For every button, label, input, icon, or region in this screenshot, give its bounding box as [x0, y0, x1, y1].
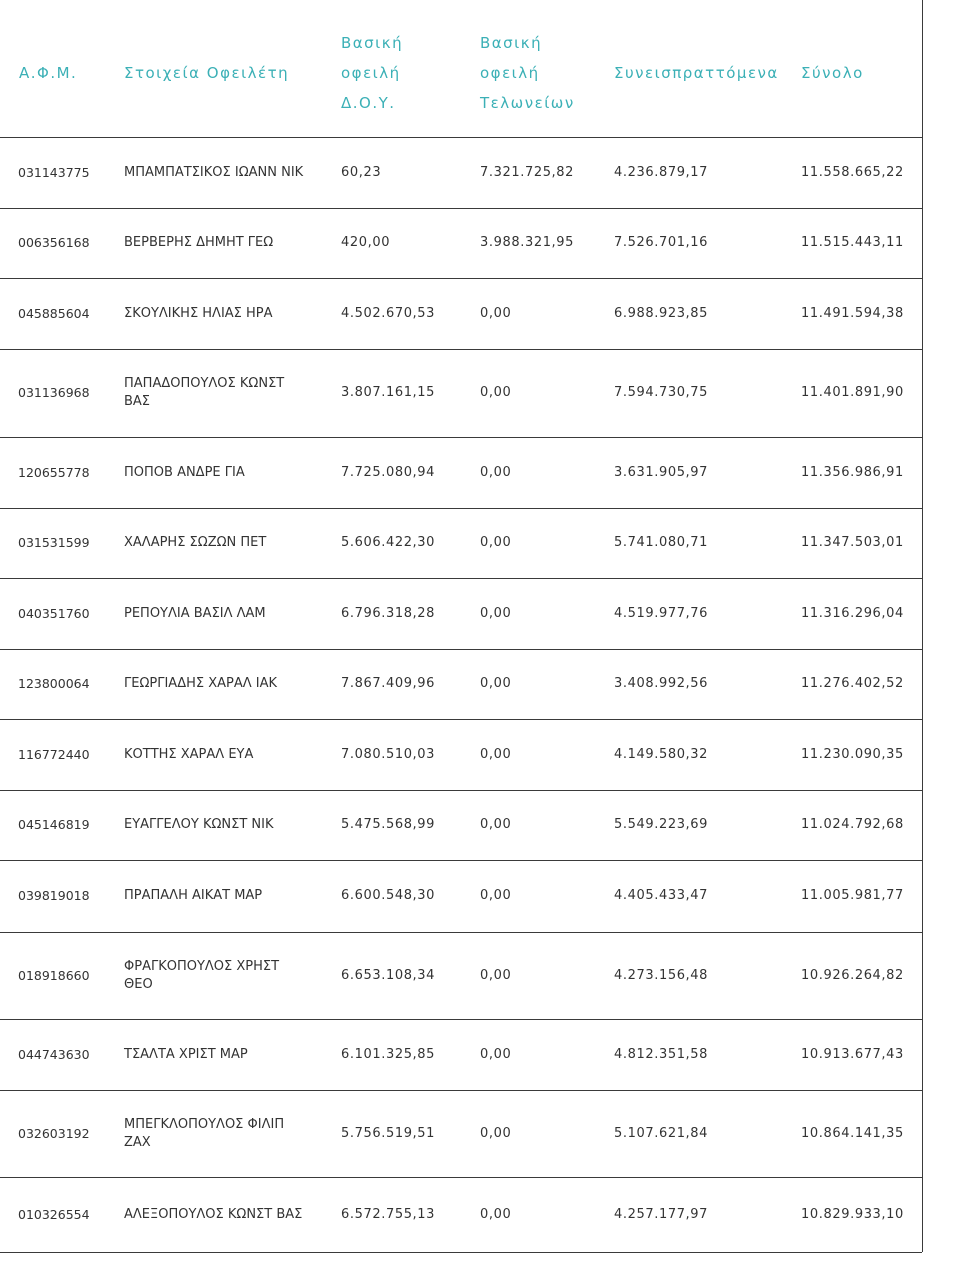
row-divider	[0, 1090, 922, 1091]
debtor-name-line: ΖΑΧ	[124, 1134, 151, 1150]
collected-cell: 6.988.923,85	[614, 305, 709, 321]
collected-cell: 3.408.992,56	[614, 676, 709, 691]
table-row	[0, 137, 922, 208]
total-cell: 11.515.443,11	[801, 235, 904, 250]
row-divider	[0, 349, 922, 350]
basic-debt-customs-cell: 0,00	[480, 385, 512, 400]
debtor-name-line: ΘΕΟ	[124, 976, 153, 992]
table-row	[0, 860, 922, 932]
basic-debt-dou-cell: 3.807.161,15	[341, 385, 436, 400]
table-row	[0, 932, 922, 1019]
debtor-name-cell	[124, 208, 314, 278]
debtor-name-line: ΤΣΑΛΤΑ ΧΡΙΣΤ ΜΑΡ	[124, 1046, 248, 1062]
table-row	[0, 1019, 922, 1090]
debtor-name-line: ΜΠΑΜΠΑΤΣΙΚΟΣ ΙΩΑΝΝ ΝΙΚ	[124, 164, 304, 180]
total-cell: 11.347.503,01	[801, 535, 904, 550]
basic-debt-dou-cell: 7.080.510,03	[341, 746, 436, 762]
total-cell: 11.491.594,38	[801, 305, 904, 321]
collected-cell: 5.741.080,71	[614, 535, 709, 550]
header-line: οφειλή	[341, 64, 401, 82]
row-divider	[0, 1019, 922, 1020]
header-line: Δ.Ο.Υ.	[341, 94, 396, 112]
basic-debt-customs-cell: 0,00	[480, 1046, 512, 1062]
debtor-name-line: ΧΑΛΑΡΗΣ ΣΩΖΩΝ ΠΕΤ	[124, 535, 267, 550]
total-cell: 11.356.986,91	[801, 464, 904, 480]
basic-debt-dou-cell: 7.725.080,94	[341, 464, 436, 480]
debtor-name-line: ΓΕΩΡΓΙΑΔΗΣ ΧΑΡΑΛ ΙΑΚ	[124, 676, 278, 691]
afm-cell: 116772440	[18, 746, 90, 762]
afm-cell: 010326554	[18, 1206, 90, 1222]
header-line: Βασική	[341, 34, 404, 52]
basic-debt-dou-cell: 5.475.568,99	[341, 817, 436, 832]
basic-debt-customs-cell: 3.988.321,95	[480, 235, 575, 250]
total-cell: 11.401.891,90	[801, 385, 904, 400]
basic-debt-customs-cell: 0,00	[480, 817, 512, 832]
basic-debt-dou-cell: 420,00	[341, 235, 391, 250]
row-divider	[0, 1177, 922, 1178]
collected-cell: 4.405.433,47	[614, 888, 709, 903]
row-divider	[0, 790, 922, 791]
collected-cell: 4.257.177,97	[614, 1206, 709, 1222]
row-divider	[0, 649, 922, 650]
row-divider	[0, 208, 922, 209]
afm-cell: 032603192	[18, 1125, 90, 1141]
row-divider	[0, 1252, 922, 1253]
basic-debt-dou-cell: 6.600.548,30	[341, 888, 436, 903]
table-row	[0, 1177, 922, 1252]
basic-debt-customs-cell: 0,00	[480, 746, 512, 762]
header-details	[124, 58, 289, 88]
collected-cell: 4.519.977,76	[614, 605, 709, 621]
debtor-name-line: ΠΑΠΑΔΟΠΟΥΛΟΣ ΚΩΝΣΤ	[124, 376, 285, 391]
total-cell: 11.316.296,04	[801, 605, 904, 621]
basic-debt-dou-cell: 60,23	[341, 164, 382, 180]
header-line: Α.Φ.Μ.	[19, 64, 78, 82]
basic-debt-customs-cell: 0,00	[480, 464, 512, 480]
total-cell: 10.913.677,43	[801, 1046, 904, 1062]
collected-cell: 3.631.905,97	[614, 464, 709, 480]
debtor-name-line: ΦΡΑΓΚΟΠΟΥΛΟΣ ΧΡΗΣΤ	[124, 958, 280, 974]
total-cell: 11.005.981,77	[801, 888, 904, 903]
basic-debt-customs-cell: 0,00	[480, 676, 512, 691]
debtor-name-cell	[124, 860, 314, 932]
afm-cell: 045146819	[18, 817, 90, 832]
afm-cell: 006356168	[18, 235, 90, 250]
afm-cell: 123800064	[18, 676, 90, 691]
debtor-name-line: ΑΛΕΞΟΠΟΥΛΟΣ ΚΩΝΣΤ ΒΑΣ	[124, 1206, 303, 1222]
total-cell: 10.829.933,10	[801, 1206, 904, 1222]
total-cell: 10.926.264,82	[801, 967, 904, 983]
debtor-name-cell	[124, 1019, 314, 1090]
header-collected	[614, 58, 779, 88]
header-line: Στοιχεία Οφειλέτη	[124, 64, 290, 82]
debtor-name-cell	[124, 649, 314, 719]
row-divider	[0, 278, 922, 279]
table-row	[0, 437, 922, 508]
total-cell: 11.024.792,68	[801, 817, 904, 832]
row-divider	[0, 137, 922, 138]
total-cell: 11.276.402,52	[801, 676, 904, 691]
basic-debt-dou-cell: 6.653.108,34	[341, 967, 436, 983]
basic-debt-customs-cell: 0,00	[480, 605, 512, 621]
debtor-name-cell	[124, 508, 314, 578]
header-line: Τελωνείων	[480, 94, 575, 112]
collected-cell: 5.549.223,69	[614, 817, 709, 832]
basic-debt-dou-cell: 6.572.755,13	[341, 1206, 436, 1222]
collected-cell: 7.526.701,16	[614, 235, 709, 250]
afm-cell: 120655778	[18, 464, 90, 480]
total-cell: 11.558.665,22	[801, 164, 904, 180]
collected-cell: 4.149.580,32	[614, 746, 709, 762]
basic-debt-customs-cell: 7.321.725,82	[480, 164, 575, 180]
afm-cell: 045885604	[18, 305, 90, 321]
row-divider	[0, 719, 922, 720]
debtor-name-line: ΣΚΟΥΛΙΚΗΣ ΗΛΙΑΣ ΗΡΑ	[124, 305, 273, 321]
collected-cell: 4.812.351,58	[614, 1046, 709, 1062]
row-divider	[0, 860, 922, 861]
header-line: Βασική	[480, 34, 543, 52]
basic-debt-customs-cell: 0,00	[480, 1125, 512, 1141]
basic-debt-customs-cell: 0,00	[480, 1206, 512, 1222]
header-afm	[19, 58, 77, 88]
table-row	[0, 208, 922, 278]
basic-debt-dou-cell: 6.796.318,28	[341, 605, 436, 621]
table-row	[0, 508, 922, 578]
basic-debt-dou-cell: 7.867.409,96	[341, 676, 436, 691]
afm-cell: 039819018	[18, 888, 90, 903]
header-total	[801, 58, 864, 88]
afm-cell: 040351760	[18, 605, 90, 621]
collected-cell: 7.594.730,75	[614, 385, 709, 400]
header-line: Συνεισπραττόμενα	[614, 64, 779, 82]
afm-cell: 018918660	[18, 967, 90, 983]
basic-debt-customs-cell: 0,00	[480, 967, 512, 983]
debtor-name-cell	[124, 1177, 314, 1252]
table-row	[0, 1090, 922, 1177]
debtor-name-line: ΕΥΑΓΓΕΛΟΥ ΚΩΝΣΤ ΝΙΚ	[124, 817, 274, 832]
row-divider	[0, 932, 922, 933]
total-cell: 11.230.090,35	[801, 746, 904, 762]
basic-debt-customs-cell: 0,00	[480, 535, 512, 550]
debtor-name-cell	[124, 349, 314, 437]
basic-debt-dou-cell: 5.606.422,30	[341, 535, 436, 550]
debtor-name-line: ΚΟΤΤΗΣ ΧΑΡΑΛ ΕΥΑ	[124, 746, 254, 762]
afm-cell: 031531599	[18, 535, 90, 550]
row-divider	[0, 437, 922, 438]
row-divider	[0, 508, 922, 509]
debtor-name-line: ΠΡΑΠΑΛΗ ΑΙΚΑΤ ΜΑΡ	[124, 888, 263, 903]
debtor-name-cell	[124, 1090, 314, 1177]
column-divider	[922, 0, 923, 1252]
table-row	[0, 278, 922, 349]
debtor-name-cell	[124, 278, 314, 349]
afm-cell: 044743630	[18, 1046, 90, 1062]
collected-cell: 4.273.156,48	[614, 967, 709, 983]
debtor-name-line: ΠΟΠΟΒ ΑΝΔΡΕ ΓΙΑ	[124, 464, 245, 480]
afm-cell: 031136968	[18, 385, 90, 400]
row-divider	[0, 578, 922, 579]
debtor-name-cell	[124, 137, 314, 208]
debtor-name-line: ΒΑΣ	[124, 394, 151, 409]
header-basic-dou	[341, 28, 403, 118]
basic-debt-dou-cell: 5.756.519,51	[341, 1125, 436, 1141]
table-row	[0, 578, 922, 649]
basic-debt-dou-cell: 4.502.670,53	[341, 305, 436, 321]
total-cell: 10.864.141,35	[801, 1125, 904, 1141]
table-row	[0, 349, 922, 437]
header-basic-customs	[480, 28, 575, 118]
debtor-name-cell	[124, 719, 314, 790]
debtor-name-cell	[124, 932, 314, 1019]
debtor-name-cell	[124, 578, 314, 649]
header-line: Σύνολο	[801, 64, 864, 82]
debtor-name-line: ΡΕΠΟΥΛΙΑ ΒΑΣΙΛ ΛΑΜ	[124, 605, 266, 621]
basic-debt-customs-cell: 0,00	[480, 888, 512, 903]
basic-debt-customs-cell: 0,00	[480, 305, 512, 321]
debtor-name-cell	[124, 437, 314, 508]
basic-debt-dou-cell: 6.101.325,85	[341, 1046, 436, 1062]
debtor-name-line: ΒΕΡΒΕΡΗΣ ΔΗΜΗΤ ΓΕΩ	[124, 235, 274, 250]
table-row	[0, 790, 922, 860]
debtor-name-cell	[124, 790, 314, 860]
collected-cell: 5.107.621,84	[614, 1125, 709, 1141]
afm-cell: 031143775	[18, 164, 90, 180]
table-row	[0, 649, 922, 719]
header-line: οφειλή	[480, 64, 540, 82]
debtor-name-line: ΜΠΕΓΚΛΟΠΟΥΛΟΣ ΦΙΛΙΠ	[124, 1116, 285, 1132]
table-row	[0, 719, 922, 790]
collected-cell: 4.236.879,17	[614, 164, 709, 180]
